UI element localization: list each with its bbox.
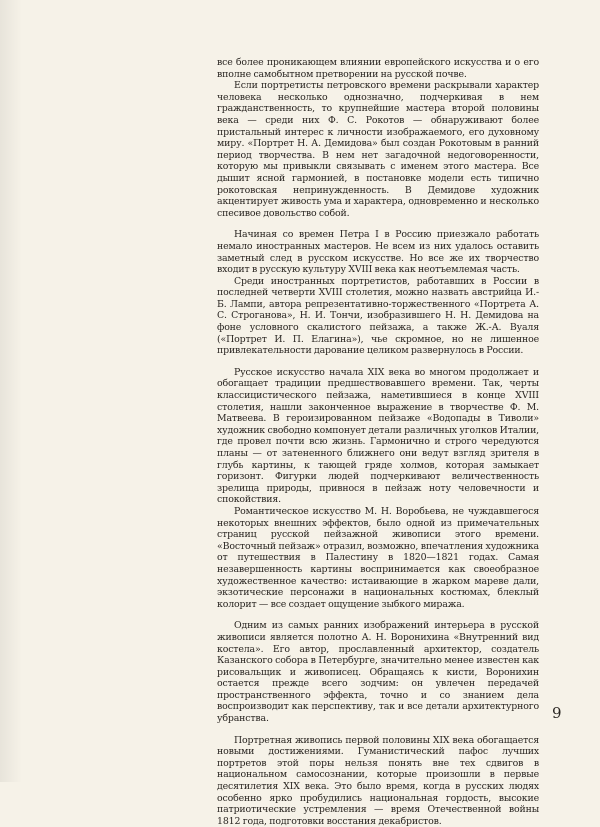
- paragraph-4: Среди иностранных портретистов, работавших в России в последней четверти XVIII столетия, можно назвать австрийца И.-Б. Лампи, автора репрезентативно-торжественного «Портрета А. С. Строганова», Н. И. Тончи, изобразившего Н. Н. Демидова на фоне условного скалистого пейзажа, а также Ж.-А. Вуаля («Портрет И. П. Елагина»), чье скромное, но не лишенное привлекательности дарование целиком развернулось в России.: [217, 275, 539, 357]
- paragraph-5: Русское искусство начала XIX века во многом продолжает и обогащает традиции предшествовавшего времени. Так, черты классицистического пейзажа, наметившиеся в конце XVIII столетия, нашли законченное выражение в творчестве Ф. М. Матвеева. В героизированном пейзаже «Водопады в Тиволи» художник свободно компонует детали различных уголков Италии, где провел почти всю жизнь. Гармонично и строго чередуются планы — от затененного ближнего они ведут взгляд зрителя в глубь картины, к тающей гряде холмов, которая замыкает горизонт. Фигурки людей подчеркивают величественность зрелища природы, привнося в пейзаж ноту человечности и спокойствия.: [217, 366, 539, 506]
- paragraph-7: Одним из самых ранних изображений интерьера в русской живописи является полотно А. Н. Воронихина «Внутренний вид костела». Его автор, прославленный архитектор, создатель Казанского собора в Петербурге, значительно менее известен как рисовальщик и живописец. Обращаясь к кисти, Воронихин остается прежде всего зодчим: он увлечен передачей пространственного эффекта, точно и со знанием дела воспроизводит как перспективу, так и все детали архитектурного убранства.: [217, 620, 539, 725]
- paragraph-8: Портретная живопись первой половины XIX века обогащается новыми достижениями. Гуманистический пафос лучших портретов этой поры нельзя понять вне тех сдвигов в национальном самосознании, которые произошли в первые десятилетия XIX века. Это было время, когда в русских людях особенно ярко пробудились национальная гордость, высокие патриотические устремления — время Отечественной войны 1812 года, подготовки восстания декабристов.: [217, 734, 539, 827]
- paragraph-6: Романтическое искусство М. Н. Воробьева, не чуждавшегося некоторых внешних эффектов, было одной из примечательных страниц русской пейзажной живописи этого времени. «Восточный пейзаж» отразил, возможно, впечатления художника от путешествия в Палестину в 1820—1821 годах. Самая незавершенность картины воспринимается как своеобразное художественное качество: истаивающие в жарком мареве дали, экзотические персонажи в национальных костюмах, блеклый колорит — все создает ощущение зыбкого миража.: [217, 505, 539, 610]
- paragraph-1: все более проникающем влиянии европейского искусства и о его вполне самобытном претворении на русской почве.: [217, 57, 539, 80]
- paragraph-3: Начиная со времен Петра I в Россию приезжало работать немало иностранных мастеров. Не всем из них удалось оставить заметный след в русском искусстве. Но все же их творчество входит в русскую культуру XVIII века как неотъемлемая часть.: [217, 229, 539, 276]
- page-number: 9: [552, 704, 562, 722]
- paragraph-2: Если портретисты петровского времени раскрывали характер человека несколько однозначно, подчеркивая в нем гражданственность, то крупнейшие мастера второй половины века — среди них Ф. С. Рокотов — обнаруживают более пристальный интерес к личности изображаемого, его духовному миру. «Портрет Н. А. Демидова» был создан Рокотовым в ранний период творчества. В нем нет загадочной недоговоренности, которую мы привыкли связывать с именем этого мастера. Все дышит ясной гармонией, в постановке модели есть типично рокотовская непринужденность. В Демидове художник акцентирует живость ума и характера, одновременно и несколько спесивое довольство собой.: [217, 80, 539, 219]
- body-text-column: [217, 57, 539, 827]
- page-fold-shadow: [0, 0, 22, 782]
